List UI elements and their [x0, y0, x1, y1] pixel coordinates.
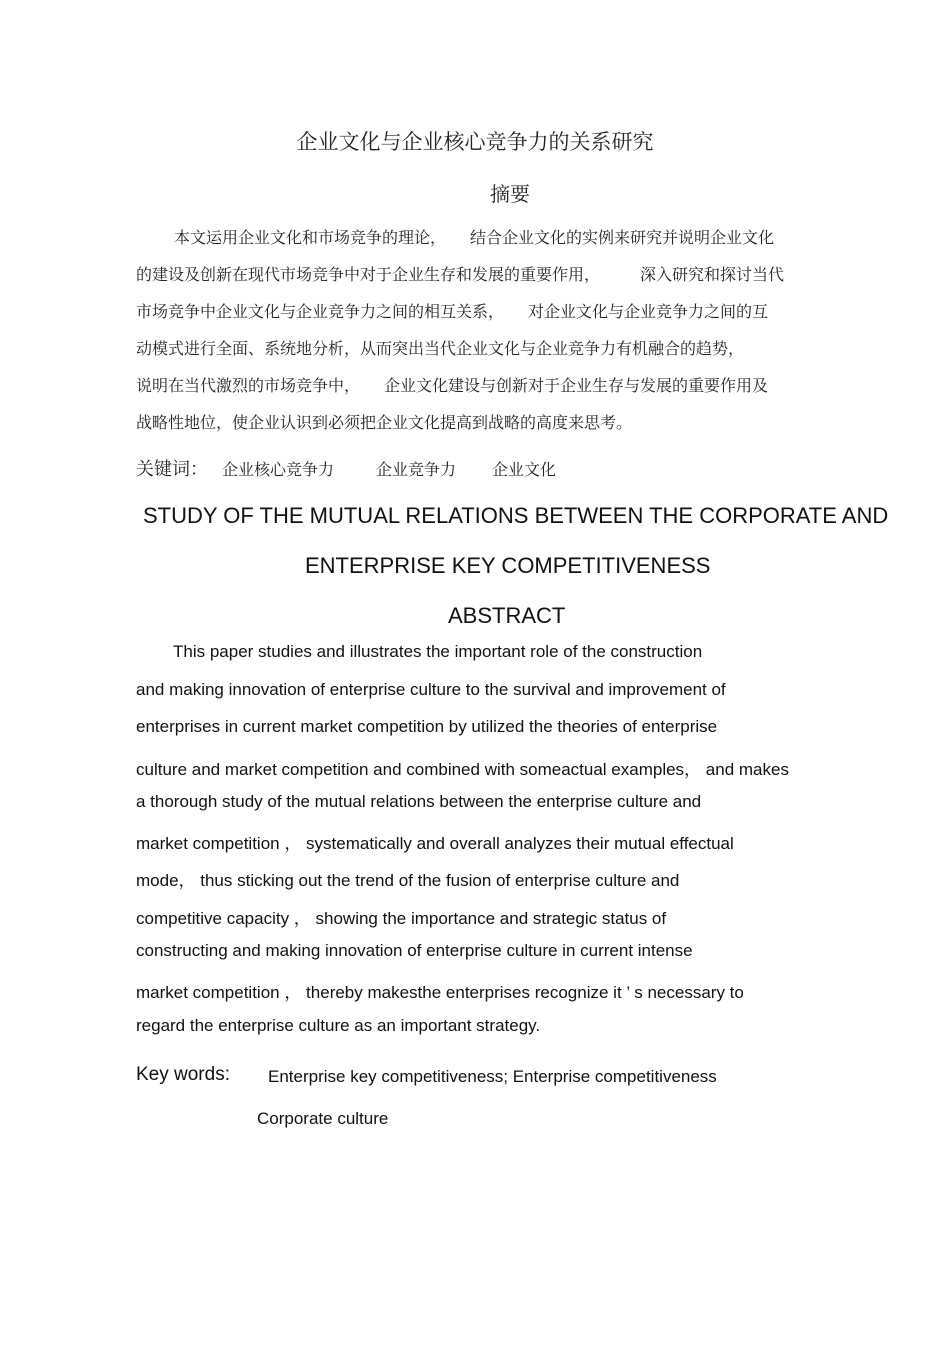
cn-abstract-line: 本文运用企业文化和市场竞争的理论， 结合企业文化的实例来研究并说明企业文化	[174, 228, 775, 247]
en-abstract-line: and making innovation of enterprise culture to the survival and improvement of	[136, 680, 726, 699]
en-keywords-line: Enterprise key competitiveness; Enterprise competitiveness	[268, 1067, 717, 1086]
en-abstract-line: This paper studies and illustrates the important role of the construction	[173, 642, 703, 661]
en-abstract-line: market competition ， thereby makesthe enterprises recognize it ’ s necessary to	[136, 983, 744, 1002]
cn-keyword: 企业核心竞争力	[222, 460, 335, 479]
en-keywords-line: Corporate culture	[257, 1109, 389, 1128]
en-abstract-line: mode， thus sticking out the trend of the fusion of enterprise culture and	[136, 871, 680, 890]
en-abstract-line: constructing and making innovation of enterprise culture in current intense	[136, 941, 693, 960]
en-abstract-heading: ABSTRACT	[448, 603, 566, 628]
cn-abstract-line: 市场竞争中企业文化与企业竞争力之间的相互关系， 对企业文化与企业竞争力之间的互	[136, 302, 769, 321]
en-abstract-line: a thorough study of the mutual relations between the enterprise culture and	[136, 792, 702, 811]
cn-keyword: 企业竞争力	[376, 460, 457, 479]
cn-title: 企业文化与企业核心竞争力的关系研究	[296, 130, 654, 154]
en-abstract-line: competitive capacity ， showing the importance and strategic status of	[136, 909, 667, 928]
cn-abstract-line: 说明在当代激烈的市场竞争中， 企业文化建设与创新对于企业生存与发展的重要作用及	[136, 376, 769, 395]
cn-abstract-line: 战略性地位，使企业认识到必须把企业文化提高到战略的高度来思考。	[136, 413, 633, 432]
cn-abstract-heading: 摘要	[490, 182, 530, 206]
cn-keyword: 企业文化	[492, 460, 557, 479]
en-abstract-line: regard the enterprise culture as an important strategy.	[136, 1016, 541, 1035]
en-keywords-label: Key words:	[136, 1064, 230, 1085]
cn-abstract-line: 动模式进行全面、系统地分析，从而突出当代企业文化与企业竞争力有机融合的趋势，	[136, 339, 745, 358]
en-abstract-line: enterprises in current market competition by utilized the theories of enterprise	[136, 717, 718, 736]
cn-abstract-line: 的建设及创新在现代市场竞争中对于企业生存和发展的重要作用， 深入研究和探讨当代	[136, 265, 785, 284]
cn-keywords-label: 关键词：	[136, 459, 208, 480]
en-title-line: STUDY OF THE MUTUAL RELATIONS BETWEEN THE CORPORATE AND	[143, 503, 889, 528]
en-abstract-line: culture and market competition and combined with someactual examples， and makes	[136, 760, 789, 779]
en-abstract-line: market competition ， systematically and overall analyzes their mutual effectual	[136, 834, 734, 853]
en-title-line: ENTERPRISE KEY COMPETITIVENESS	[305, 553, 711, 578]
